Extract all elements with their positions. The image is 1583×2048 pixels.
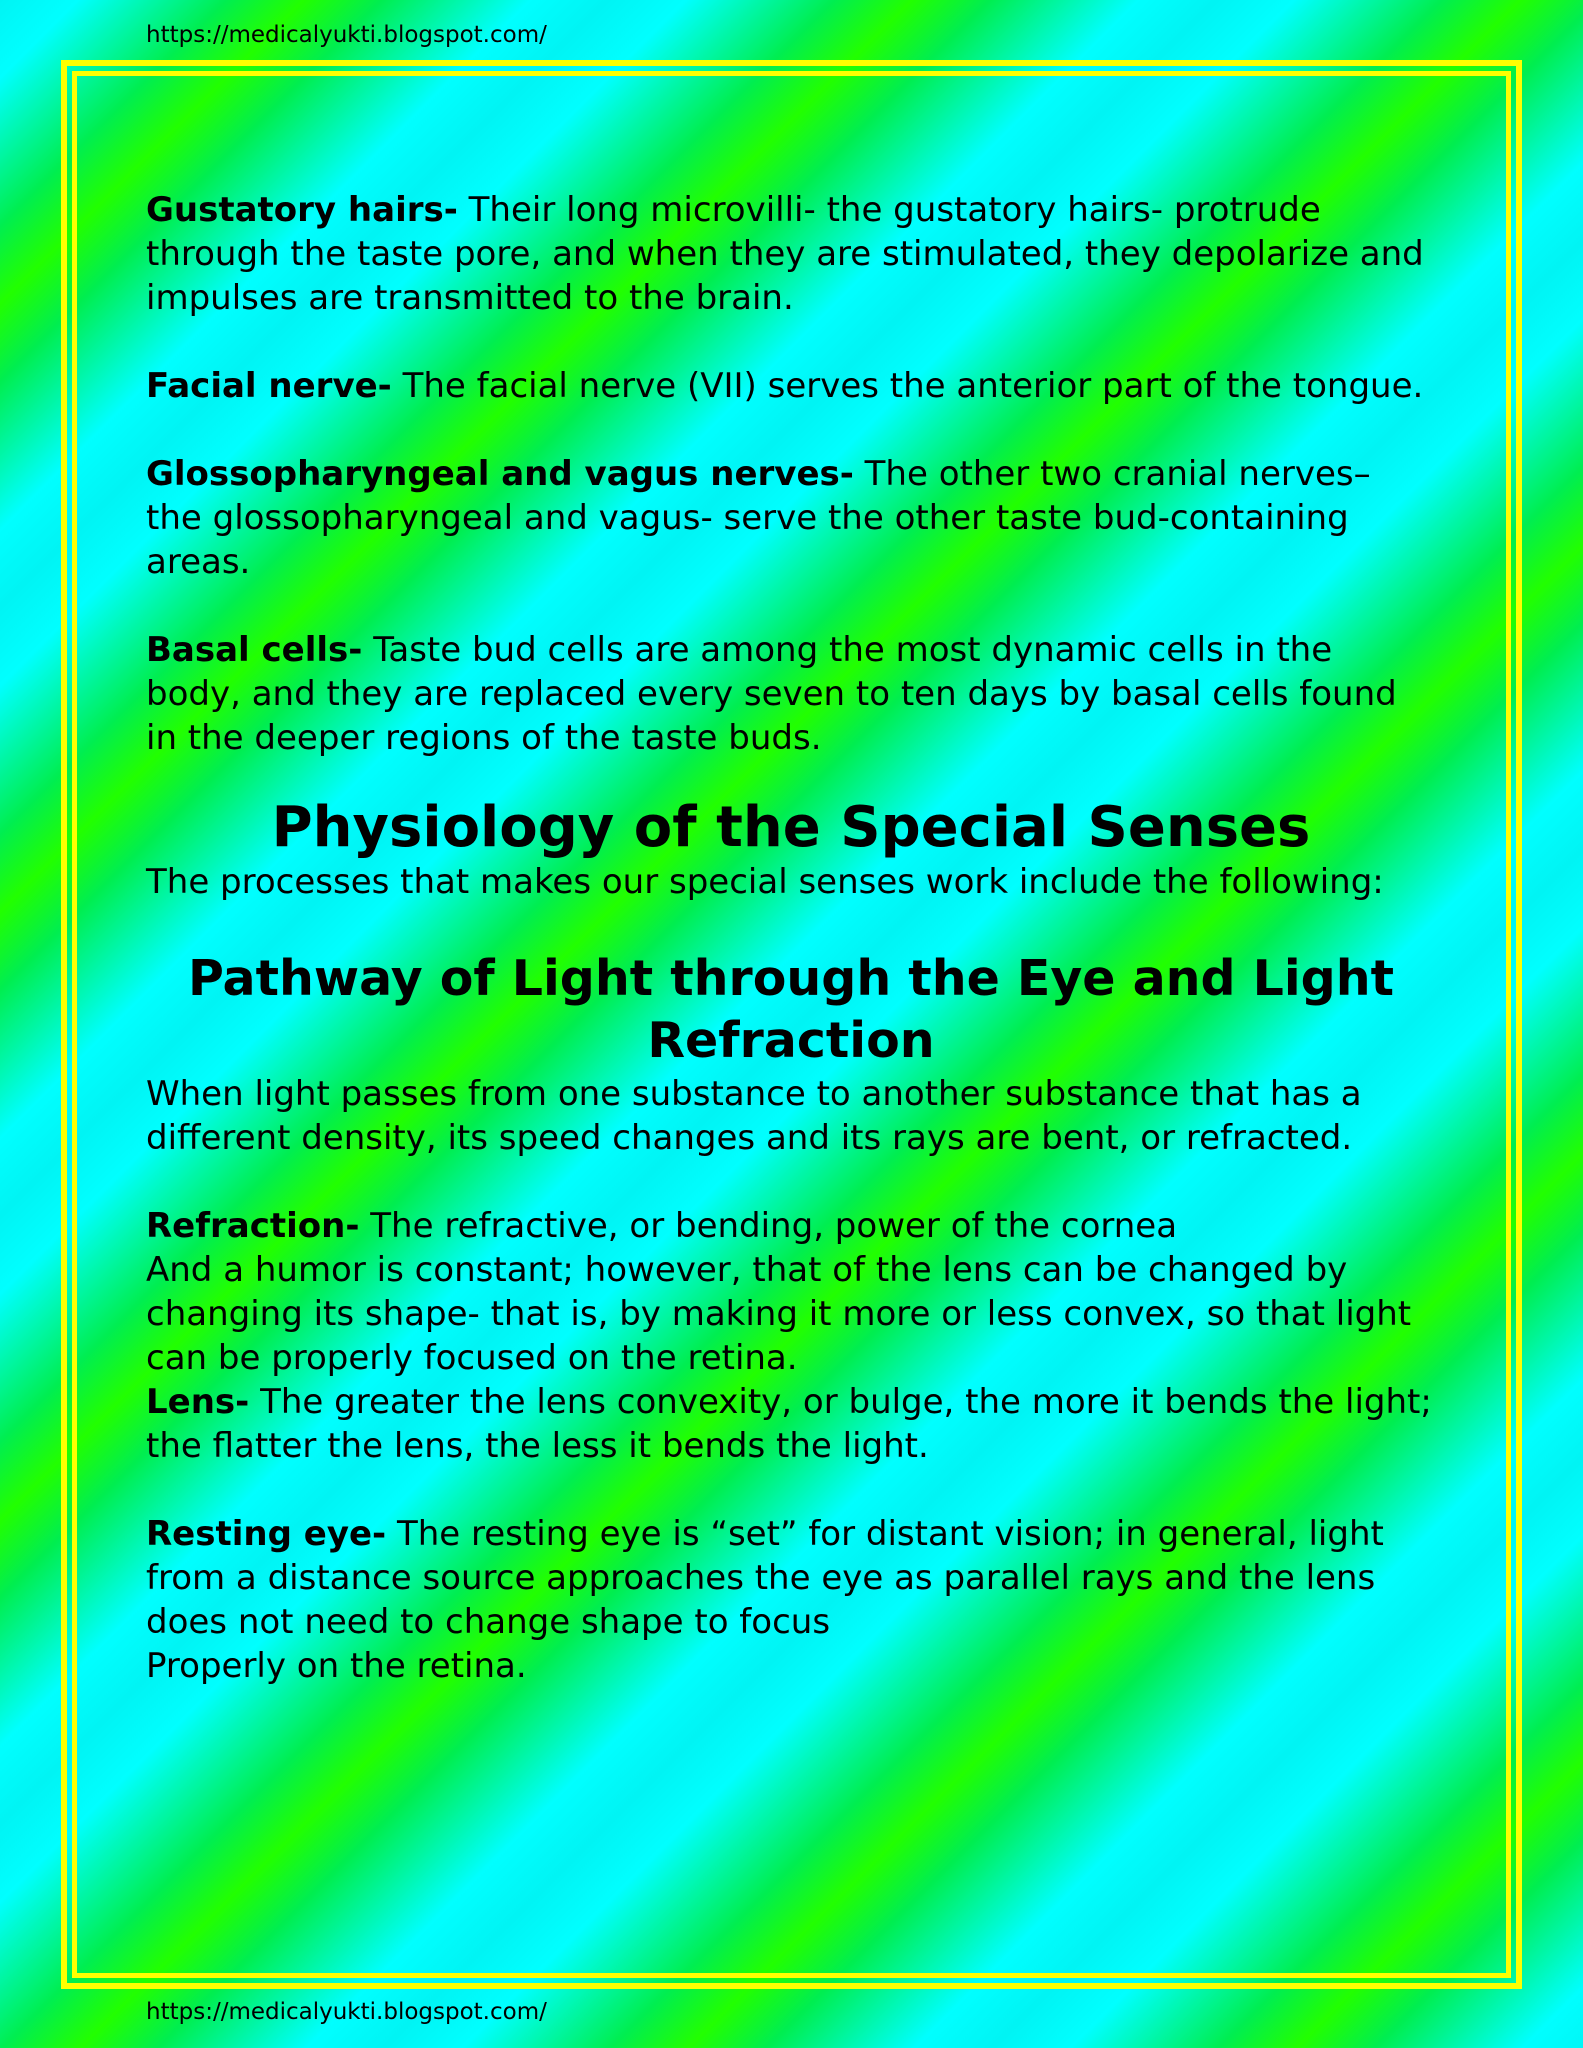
- heading-physiology: Physiology of the Special Senses: [271, 795, 1311, 860]
- text-refraction-line1: The refractive, or bending, power of the cornea: [359, 1206, 1178, 1246]
- text-resting-eye: The resting eye is “set” for distant vision; in general, light from a distance source approaches the eye as parallel rays and the lens does not need to change shape to focus: [146, 1514, 1384, 1642]
- paragraph-refraction: [146, 1204, 1436, 1248]
- paragraph-gustatory-hairs: [146, 188, 1436, 320]
- term-refraction: Refraction-: [146, 1206, 360, 1246]
- text-glossopharyngeal: The other two cranial nerves– the glossopharyngeal and vagus- serve the other taste bud-containing areas.: [146, 454, 1371, 582]
- paragraph-facial-nerve: [146, 364, 1436, 408]
- paragraph-refraction-continued: And a humor is constant; however, that of the lens can be changed by changing its shape- that is, by making it more or less convex, so that light can be properly focused on the retina.: [146, 1250, 1412, 1378]
- term-lens: Lens-: [146, 1382, 250, 1422]
- term-gustatory-hairs: Gustatory hairs-: [146, 190, 458, 230]
- page-content: [146, 188, 1436, 1688]
- intro-paragraph: The processes that makes our special senses work include the following:: [146, 862, 1384, 902]
- footer-url: https://medicalyukti.blogspot.com/: [146, 1999, 547, 2025]
- term-facial-nerve: Facial nerve-: [146, 366, 392, 406]
- paragraph-resting-eye-continued: Properly on the retina.: [146, 1646, 527, 1686]
- paragraph-glossopharyngeal: [146, 452, 1436, 584]
- term-resting-eye: Resting eye-: [146, 1514, 387, 1554]
- text-gustatory-hairs: Their long microvilli- the gustatory hairs- protrude through the taste pore, and when they are stimulated, they depolarize and impulses are transmitted to the brain.: [146, 190, 1424, 318]
- text-lens: The greater the lens convexity, or bulge, the more it bends the light; the flatter the lens, the less it bends the light.: [146, 1382, 1432, 1466]
- pathway-paragraph: When light passes from one substance to another substance that has a different density, its speed changes and its rays are bent, or refracted.: [146, 1074, 1362, 1158]
- text-facial-nerve: The facial nerve (VII) serves the anterior part of the tongue.: [391, 366, 1424, 406]
- heading-pathway-of-light: Pathway of Light through the Eye and Light Refraction: [187, 950, 1395, 1069]
- paragraph-lens: [146, 1380, 1436, 1468]
- text-basal-cells: Taste bud cells are among the most dynamic cells in the body, and they are replaced every seven to ten days by basal cells found in the deeper regions of the taste buds.: [146, 630, 1397, 758]
- paragraph-basal-cells: [146, 628, 1436, 760]
- term-glossopharyngeal: Glossopharyngeal and vagus nerves-: [146, 454, 854, 494]
- header-url: https://medicalyukti.blogspot.com/: [146, 22, 547, 48]
- paragraph-resting-eye: [146, 1512, 1436, 1644]
- term-basal-cells: Basal cells-: [146, 630, 363, 670]
